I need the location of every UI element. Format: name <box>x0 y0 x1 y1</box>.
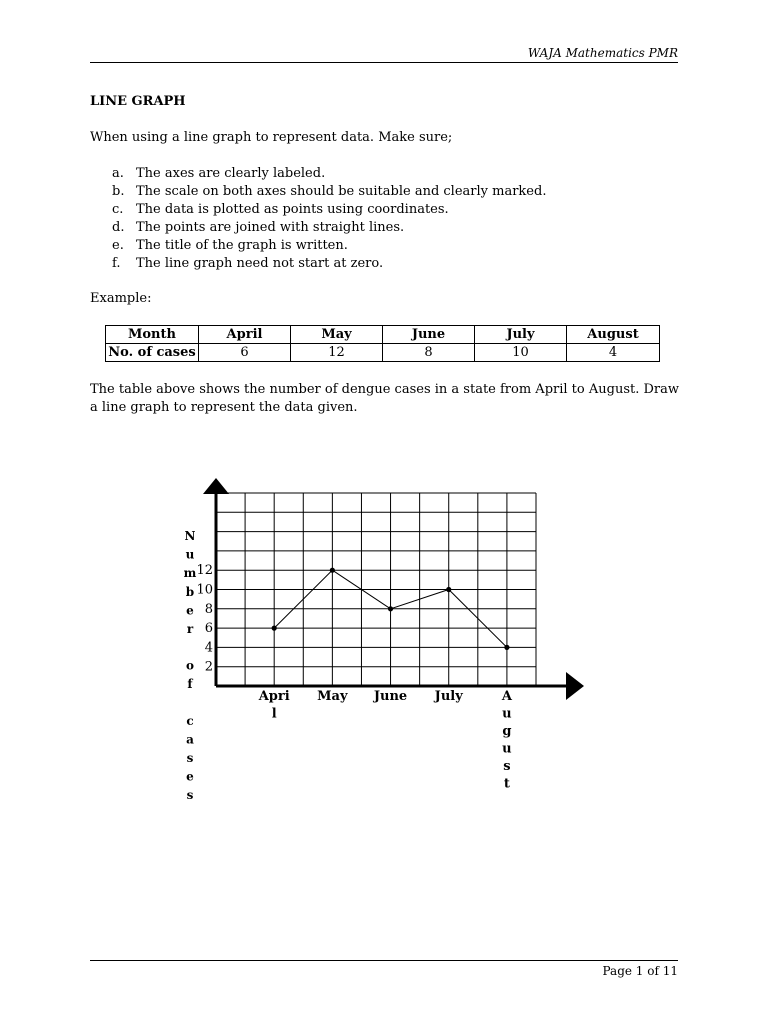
table-cell: 6 <box>199 344 291 362</box>
y-axis-label-letter: e <box>186 603 194 618</box>
x-tick-label-line: s <box>503 759 511 774</box>
list-marker: b. <box>112 184 125 199</box>
list-marker: f. <box>112 256 121 271</box>
y-axis-label-letter: u <box>185 547 195 562</box>
table-cell: June <box>383 326 475 344</box>
x-axis-arrow <box>566 672 584 700</box>
table-cell: July <box>475 326 567 344</box>
x-tick-label <box>373 689 407 704</box>
x-tick-label <box>258 689 290 722</box>
table-cell: April <box>199 326 291 344</box>
x-tick-label-line: May <box>317 689 348 704</box>
table-cell: 10 <box>475 344 567 362</box>
description-text: The table above shows the number of dengue cases in a state from April to August. Draw a line graph to represent the data given. <box>90 382 679 415</box>
x-tick-label-line: l <box>271 706 277 722</box>
y-tick-label: 12 <box>196 563 213 579</box>
list-marker: e. <box>112 238 124 253</box>
data-point <box>504 645 509 650</box>
list-marker: a. <box>112 166 124 181</box>
y-tick-label: 2 <box>204 659 213 675</box>
x-tick-label-line: g <box>502 724 512 739</box>
data-point <box>388 606 393 611</box>
x-tick-label-line: July <box>434 689 463 704</box>
y-axis-label-letter: a <box>186 732 194 747</box>
chart-grid <box>216 493 536 686</box>
y-axis-label-letter: e <box>186 769 194 784</box>
list-text: The line graph need not start at zero. <box>136 256 384 271</box>
list-text: The points are joined with straight lines. <box>136 220 405 235</box>
y-axis-label-letter: f <box>187 677 193 692</box>
x-tick-label-line: A <box>501 689 512 704</box>
section-title: LINE GRAPH <box>90 94 186 109</box>
y-tick-label: 4 <box>204 640 213 656</box>
x-tick-label <box>501 689 513 792</box>
table-cell: 8 <box>383 344 475 362</box>
y-axis-label-letter: c <box>186 713 194 728</box>
table-cell: May <box>291 326 383 344</box>
y-axis-label-letter: s <box>186 751 194 765</box>
data-point <box>446 587 451 592</box>
x-tick-labels <box>258 689 513 792</box>
y-axis-label-letter: m <box>183 566 197 581</box>
x-tick-label-line: u <box>502 706 512 722</box>
y-tick-label: 6 <box>204 621 213 637</box>
table-cell: No. of cases <box>106 344 199 362</box>
list-marker: d. <box>112 220 125 235</box>
data-point <box>330 568 335 573</box>
y-axis-label-letter: r <box>186 622 194 636</box>
list-marker: c. <box>112 202 124 217</box>
page-number: Page 1 of 11 <box>602 964 678 978</box>
list-text: The data is plotted as points using coordinates. <box>136 202 449 217</box>
example-label: Example: <box>90 291 152 306</box>
intro-text: When using a line graph to represent data. Make sure; <box>90 130 453 145</box>
header-title: WAJA Mathematics PMR <box>527 46 678 60</box>
table-cell: 12 <box>291 344 383 362</box>
list-text: The scale on both axes should be suitable and clearly marked. <box>136 184 547 199</box>
y-axis-arrow <box>203 478 229 494</box>
y-axis-label-letter: N <box>184 529 196 543</box>
y-axis-label <box>184 529 197 802</box>
y-tick-label: 10 <box>196 582 213 598</box>
list-text: The axes are clearly labeled. <box>136 166 326 181</box>
table-cell: 4 <box>567 344 660 362</box>
footer-divider <box>90 960 678 961</box>
x-tick-label-line: u <box>502 741 512 757</box>
data-point <box>272 626 277 631</box>
y-axis-label-letter: b <box>185 584 195 599</box>
list-text: The title of the graph is written. <box>136 238 348 253</box>
x-tick-label <box>434 689 464 704</box>
x-tick-label <box>317 689 348 704</box>
x-tick-label-line: June <box>373 689 408 704</box>
table-cell: Month <box>106 326 199 344</box>
x-tick-label-line: Apri <box>258 689 290 704</box>
table-cell: August <box>567 326 660 344</box>
y-tick-labels <box>196 563 213 675</box>
x-tick-label-line: t <box>503 776 510 792</box>
y-tick-label: 8 <box>204 601 213 617</box>
y-axis-label-letter: o <box>185 658 195 673</box>
y-axis-label-letter: s <box>186 788 194 803</box>
